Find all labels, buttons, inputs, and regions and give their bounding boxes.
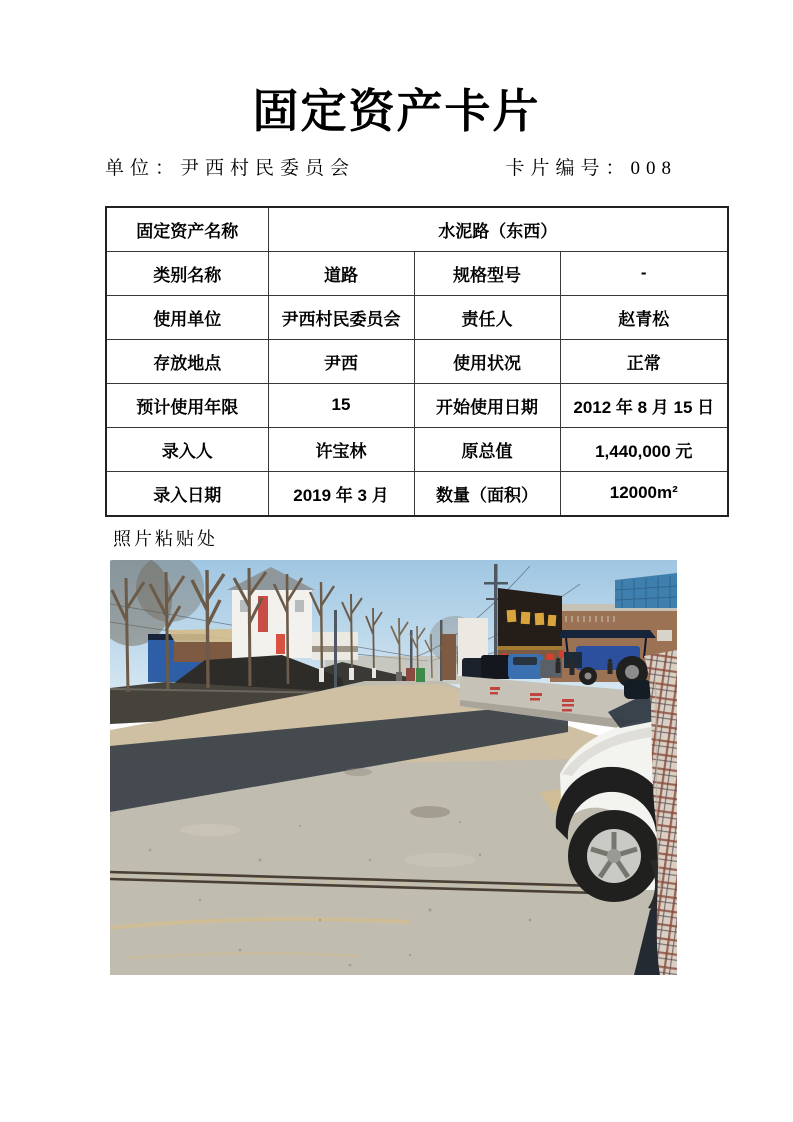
- cell-label: 存放地点: [106, 339, 268, 383]
- photo: [110, 560, 677, 975]
- unit-value: 尹西村民委员会: [180, 157, 356, 179]
- cell-value: -: [560, 251, 728, 295]
- cell-label: 使用状况: [414, 339, 560, 383]
- cell-value: 道路: [268, 251, 414, 295]
- cell-label: 预计使用年限: [106, 383, 268, 427]
- unit-line: [105, 157, 355, 182]
- cell-label: 规格型号: [414, 251, 560, 295]
- unit-label: 单位：: [105, 157, 181, 179]
- cell-value: 许宝林: [268, 427, 414, 471]
- cell-value: 尹西村民委员会: [268, 295, 414, 339]
- cell-label: 原总值: [414, 427, 560, 471]
- page-title: 固定资产卡片: [252, 86, 541, 137]
- table-row: [106, 471, 728, 516]
- table-row: [106, 427, 728, 471]
- cell-value: 15: [268, 383, 414, 427]
- cell-value: 正常: [560, 339, 728, 383]
- table-row: [106, 383, 728, 427]
- cell-value: 2019 年 3 月: [268, 471, 414, 516]
- cell-value: 水泥路（东西）: [268, 207, 728, 252]
- table-row: [106, 207, 728, 252]
- cell-label: 责任人: [414, 295, 560, 339]
- photo-section-label: 照片粘贴处: [113, 528, 218, 549]
- cell-value: 尹西: [268, 339, 414, 383]
- cell-label: 类别名称: [106, 251, 268, 295]
- cell-value: 12000m²: [560, 471, 728, 516]
- cell-label: 固定资产名称: [106, 207, 268, 252]
- card-number-label: 卡片编号：: [505, 157, 631, 179]
- table-row: [106, 339, 728, 383]
- road-photo-scene: [110, 560, 677, 975]
- asset-table: [105, 206, 729, 517]
- subheader-row: [105, 157, 727, 182]
- cell-value: 2012 年 8 月 15 日: [560, 383, 728, 427]
- card-number-line: [505, 157, 677, 182]
- cell-value: 1,440,000 元: [560, 427, 728, 471]
- cell-label: 数量（面积）: [414, 471, 560, 516]
- table-row: [106, 295, 728, 339]
- cell-label: 录入人: [106, 427, 268, 471]
- cell-label: 开始使用日期: [414, 383, 560, 427]
- cell-value: 赵青松: [560, 295, 728, 339]
- table-row: [106, 251, 728, 295]
- card-number-value: 008: [630, 157, 677, 179]
- cell-label: 使用单位: [106, 295, 268, 339]
- cell-label: 录入日期: [106, 471, 268, 516]
